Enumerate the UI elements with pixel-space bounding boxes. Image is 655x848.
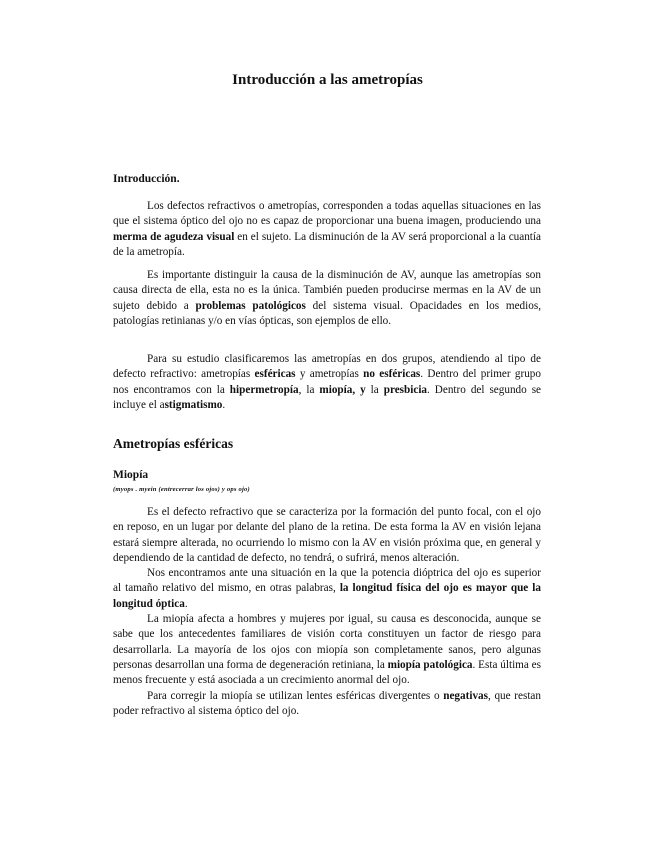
intro-paragraph-1 — [113, 199, 541, 260]
intro-p3-bold-2: no esféricas — [363, 368, 421, 381]
intro-p3-text-2: y ametropías — [295, 368, 364, 381]
intro-paragraph-3 — [113, 352, 541, 413]
intro-p2-bold-1: problemas patológicos — [195, 299, 306, 312]
myopia-p4-text-2: , que restan poder refractivo al sistema óptico del ojo. — [113, 689, 541, 717]
myopia-p2-text-2: . — [184, 597, 188, 610]
myopia-p3-text-1: La miopía afecta a hombres y mujeres por igual, su causa es desconocida, aunque se sabe que los antecedentes familiares de visión corta constituyen un factor de riesgo para desarrollarla. La mayoría de los ojos con miopía son completamente sanos, pero algunas personas desarrollan una forma de degeneración retiniana, la — [113, 613, 541, 671]
intro-p3-text-3: . Dentro del primer grupo nos encontramos con la — [113, 368, 541, 396]
intro-p3-text-6: . Dentro del segundo se incluye el a — [113, 383, 542, 411]
intro-p3-bold-6: stigmatismo — [164, 398, 223, 411]
intro-heading: Introducción. — [113, 173, 180, 185]
myopia-p3-bold-1: miopía patológica — [387, 658, 473, 671]
intro-p1-text-2: en el sujeto. La disminución de la AV será proporcional a la cuantía de la ametropía. — [113, 230, 541, 258]
intro-p3-text-4: , la — [298, 383, 320, 396]
myopia-p3-text-2: . Esta última es menos frecuente y está asociada a un crecimiento anormal del ojo. — [113, 658, 541, 687]
myopia-paragraph-1: Es el defecto refractivo que se caracteriza por la formación del punto focal, con el ojo en reposo, en un lugar por delante del plano de la retina. De esta forma la AV en visión lejana estará siempre alterada, no ocurriendo lo mismo con la AV en visión próxima que, en general y dependiendo de la cantidad de defecto, no tendrá, o sufrirá, menos alteración. — [113, 506, 541, 564]
myopia-heading: Miopía — [113, 469, 149, 481]
intro-p3-text-1: Para su estudio clasificaremos las ametropías en dos grupos, atendiendo al tipo de defecto refractivo: ametropías — [113, 353, 541, 381]
intro-p1-bold-1: merma de agudeza visual — [113, 230, 235, 243]
intro-p2-text-2: del sistema visual. Opacidades en los medios, patologías retinianas y/o en vías ópticas, son ejemplos de ello. — [113, 299, 541, 327]
myopia-p4-bold-1: negativas — [443, 689, 488, 702]
intro-p3-bold-3: hipermetropía — [229, 383, 299, 396]
intro-p1-text-1: Los defectos refractivos o ametropías, corresponden a todas aquellas situaciones en las que el sistema óptico del ojo no es capaz de proporcionar una buena imagen, produciendo una — [113, 200, 541, 228]
myopia-p4-text-1: Para corregir la miopía se utilizan lentes esféricas divergentes o — [147, 689, 444, 702]
intro-p3-bold-5: presbicia — [383, 383, 428, 396]
myopia-paragraphs — [113, 505, 541, 719]
myopia-p2-text-1: Nos encontramos ante una situación en la que la potencia dióptrica del ojo es superior al tamaño relativo del mismo, en otras palabras, — [113, 567, 541, 595]
intro-paragraph-2 — [113, 268, 541, 329]
myopia-etymology: (myops . myein (entrecerrar los ojos) y ops ojo) — [113, 486, 250, 493]
intro-p3-bold-1: esféricas — [254, 368, 296, 381]
myopia-paragraph-2 — [113, 566, 541, 612]
intro-p3-text-7: . — [222, 398, 226, 411]
document-title: Introducción a las ametropías — [232, 72, 423, 88]
intro-p2-text-1: Es importante distinguir la causa de la disminución de AV, aunque las ametropías son causa directa de ella, esta no es la única. También pueden producirse mermas en la AV de un sujeto debido a — [113, 269, 541, 312]
myopia-p2-bold-1: la longitud física del ojo es mayor que la longitud óptica — [113, 582, 541, 610]
myopia-paragraph-4 — [113, 689, 541, 720]
myopia-paragraph-3 — [113, 612, 541, 688]
intro-p3-text-5: la — [365, 383, 384, 396]
spherical-heading: Ametropías esféricas — [113, 436, 234, 451]
intro-p3-bold-4: miopía, y — [319, 383, 366, 396]
